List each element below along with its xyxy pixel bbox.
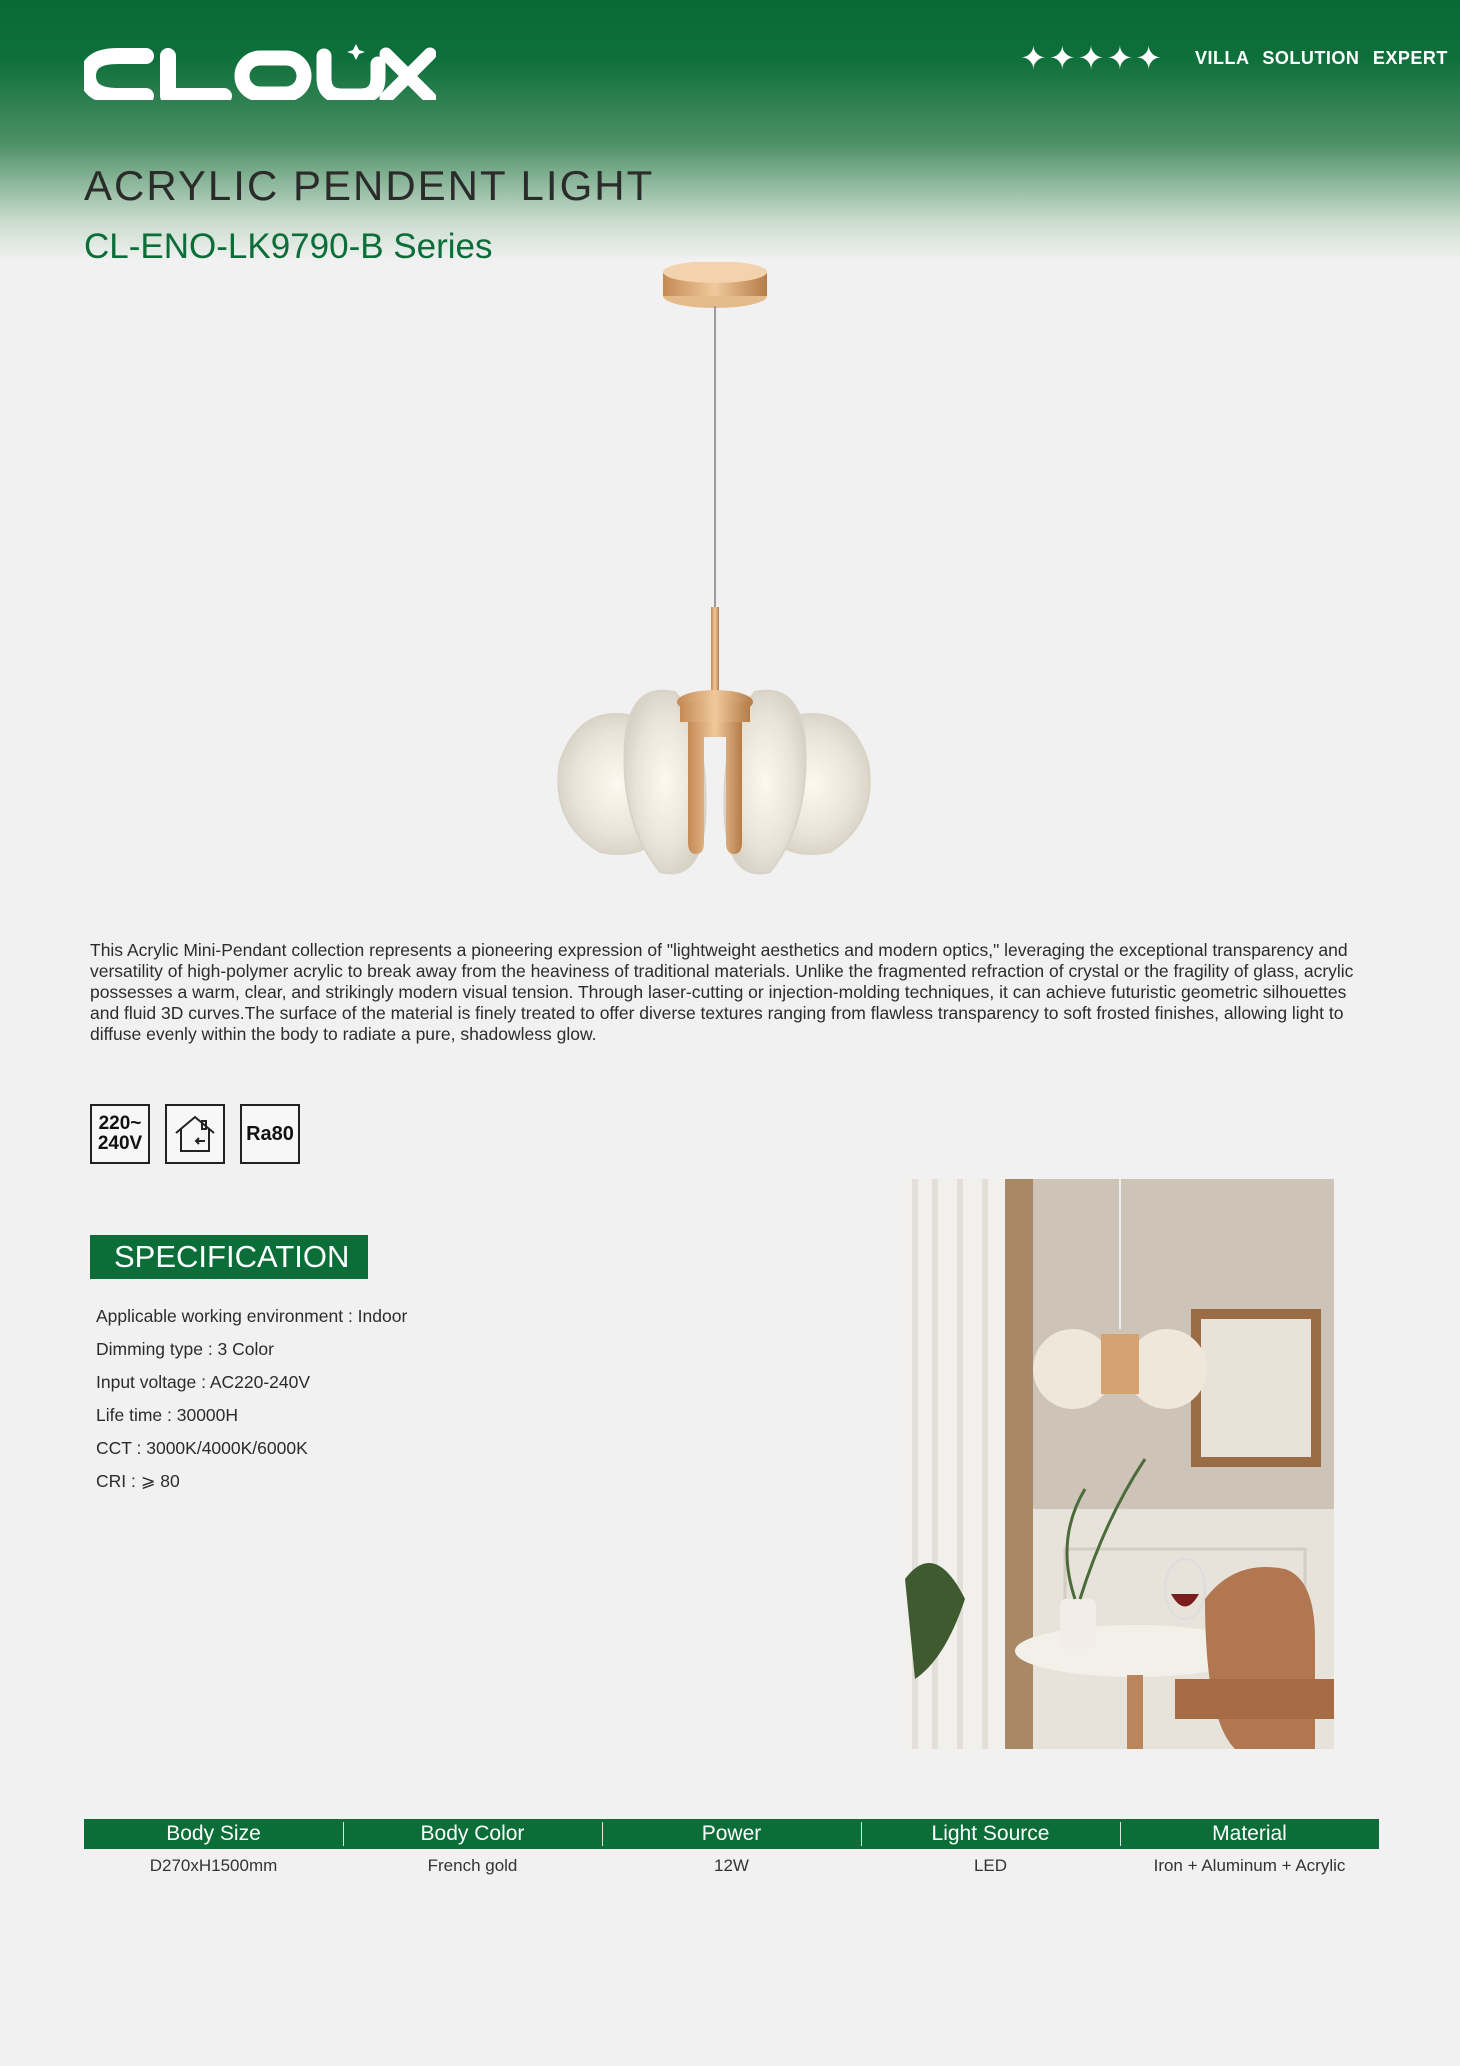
table-cell: French gold: [427, 1856, 518, 1875]
table-header-cell: Power: [602, 1819, 861, 1849]
product-title: ACRYLIC PENDENT LIGHT: [84, 162, 655, 209]
voltage-line2: 240V: [97, 1133, 143, 1154]
cri-icon: Ra80: [240, 1104, 300, 1164]
room-scene-photo: [905, 1179, 1334, 1749]
rating-stars: [1020, 39, 1163, 77]
product-spec-table: [84, 1819, 1379, 1883]
specification-heading: SPECIFICATION: [90, 1235, 368, 1279]
spec-item: Life time : 30000H: [96, 1405, 239, 1425]
spec-item: Dimming type : 3 Color: [96, 1339, 274, 1359]
table-header-cell: Light Source: [861, 1819, 1120, 1849]
product-series: CL-ENO-LK9790-B Series: [84, 227, 493, 266]
table-cell: D270xH1500mm: [149, 1856, 278, 1875]
table-header-cell: Body Color: [343, 1819, 602, 1849]
cloux-logo: [84, 40, 436, 100]
table-cell: Iron + Aluminum + Acrylic: [1153, 1856, 1346, 1875]
voltage-line1: 220~: [98, 1113, 142, 1134]
product-description: This Acrylic Mini-Pendant collection represents a pioneering expression of "lightweight aesthetics and modern optics," leveraging the exceptional transparency and versatility of high-polymer acrylic to break away from the heaviness of traditional materials. Unlike the fragmented refraction of crystal or the fragility of glass, acrylic possesses a warm, clear, and strikingly modern visual tension. Through laser-cutting or injection-molding techniques, it can achieve futuristic geometric silhouettes and fluid 3D curves.The surface of the material is finely treated to offer diverse textures ranging from flawless transparency to soft frosted finishes, allowing light to diffuse evenly within the body to radiate a pure, shadowless glow.: [90, 940, 1354, 1044]
table-row: [84, 1849, 1379, 1883]
specification-list: [96, 1300, 407, 1498]
table-header-cell: Material: [1120, 1819, 1379, 1849]
table-cell: 12W: [714, 1856, 749, 1875]
header-band: [0, 0, 1460, 260]
spec-item: Input voltage : AC220-240V: [96, 1372, 311, 1392]
spec-item: CCT : 3000K/4000K/6000K: [96, 1438, 308, 1458]
table-header-row: [84, 1819, 1379, 1849]
pendant-light-image: [540, 262, 900, 902]
star-icon: ✦: [1106, 39, 1134, 77]
indoor-house-icon: [165, 1104, 225, 1164]
star-icon: ✦: [1077, 39, 1105, 77]
star-icon: ✦: [1020, 39, 1047, 77]
table-cell: LED: [973, 1856, 1008, 1875]
table-header-cell: Body Size: [166, 1822, 261, 1845]
voltage-icon: [90, 1104, 150, 1164]
spec-item: Applicable working environment : Indoor: [96, 1306, 408, 1326]
tagline: VILLA SOLUTION EXPERT: [1195, 48, 1448, 68]
spec-item: CRI : ⩾ 80: [96, 1471, 180, 1491]
star-icon: ✦: [1135, 39, 1163, 77]
star-icon: ✦: [1048, 39, 1076, 77]
